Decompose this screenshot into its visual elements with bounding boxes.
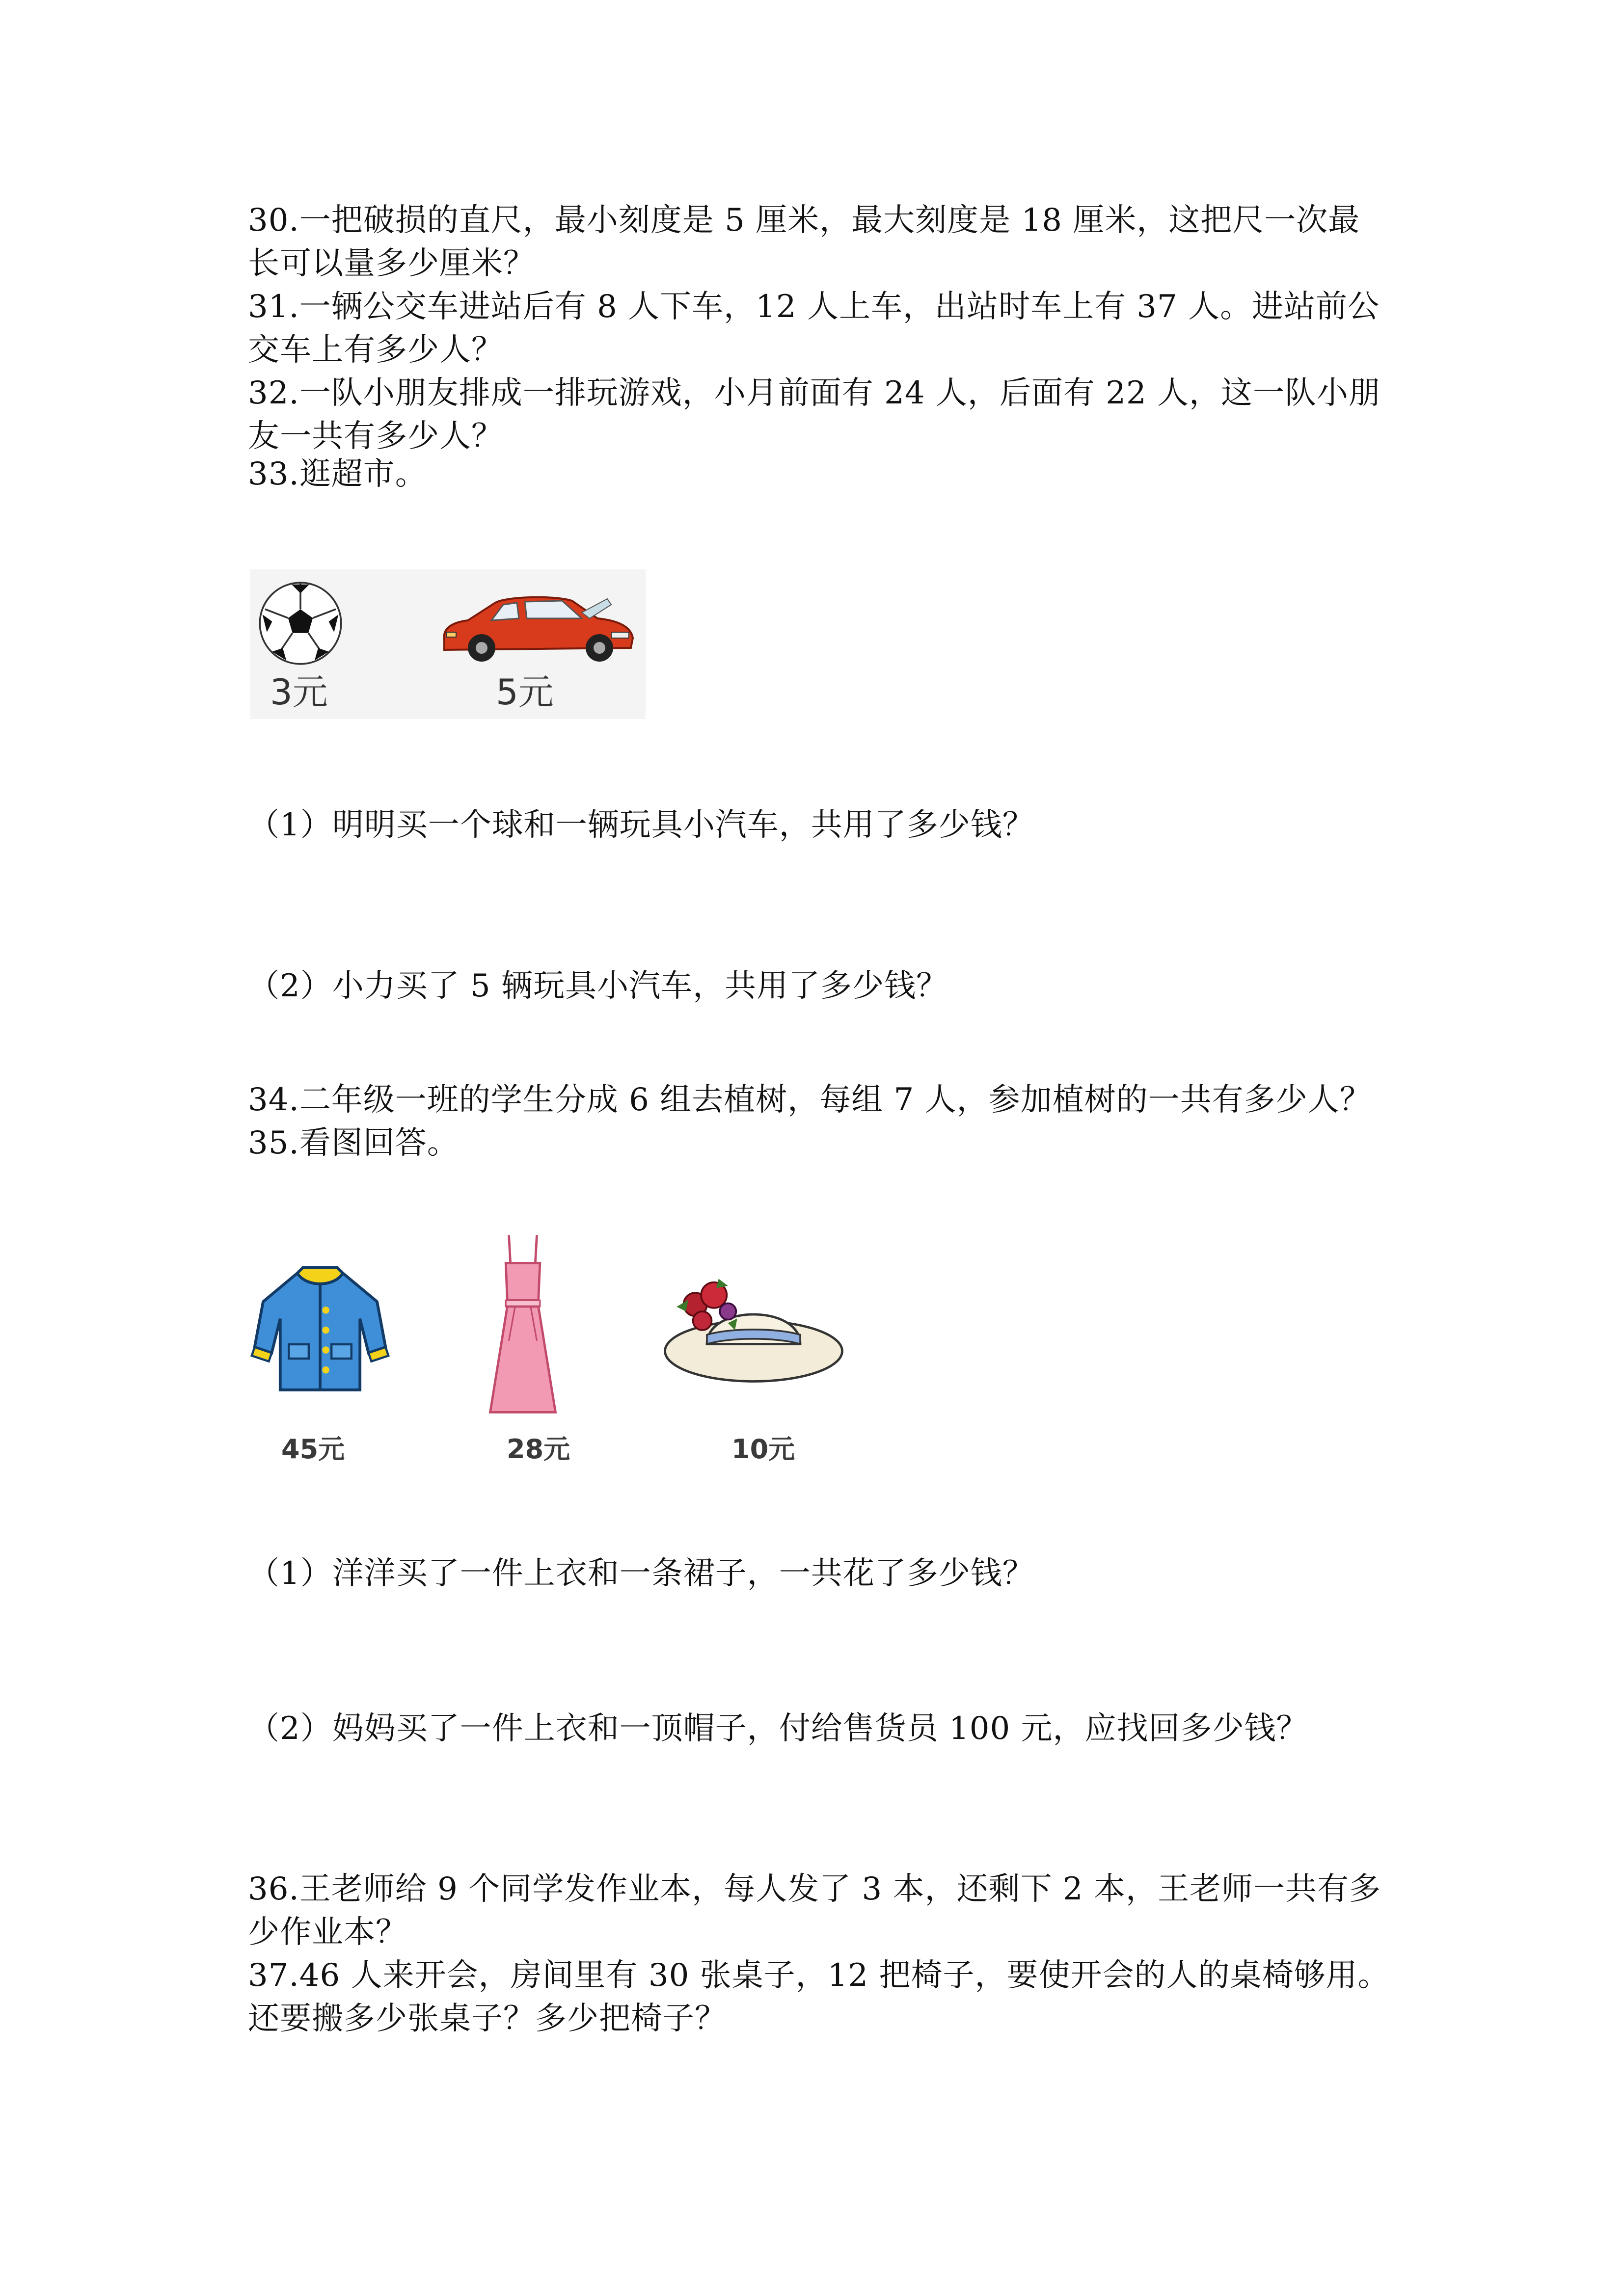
hat-icon <box>660 1271 847 1389</box>
q33-sub1: （1）明明买一个球和一辆玩具小汽车，共用了多少钱？ <box>248 807 1034 843</box>
q36-line1: 36.王老师给 9 个同学发作业本，每人发了 3 本，还剩下 2 本，王老师一共有多 <box>248 1871 1381 1907</box>
toy-car-icon <box>434 579 641 667</box>
toy-car-price: 5元 <box>496 671 554 713</box>
q35-figure <box>248 1232 862 1482</box>
q33-sub2: （2）小力买了 5 辆玩具小汽车，共用了多少钱？ <box>248 968 948 1004</box>
hat-price: 10元 <box>731 1434 795 1465</box>
soccer-ball-icon <box>256 579 345 667</box>
q33-figure <box>250 569 646 719</box>
coat-price: 45元 <box>281 1434 345 1465</box>
dress-icon <box>484 1232 562 1418</box>
q36-line2: 少作业本？ <box>248 1914 407 1950</box>
q32-line2: 友一共有多少人？ <box>248 418 503 454</box>
q30-line1: 30.一把破损的直尺，最小刻度是 5 厘米，最大刻度是 18 厘米，这把尺一次最 <box>248 202 1360 239</box>
coat-icon <box>249 1256 391 1404</box>
q35-sub2: （2）妈妈买了一件上衣和一顶帽子，付给售货员 100 元，应找回多少钱？ <box>248 1710 1308 1747</box>
q31-line2: 交车上有多少人？ <box>248 332 503 368</box>
q30-line2: 长可以量多少厘米？ <box>248 245 535 282</box>
q32-line1: 32.一队小朋友排成一排玩游戏，小月前面有 24 人，后面有 22 人，这一队小朋 <box>248 375 1381 411</box>
q35-title: 35.看图回答。 <box>248 1125 459 1161</box>
q35-sub1: （1）洋洋买了一件上衣和一条裙子，一共花了多少钱？ <box>248 1555 1034 1592</box>
q31-line1: 31.一辆公交车进站后有 8 人下车，12 人上车，出站时车上有 37 人。进站前公 <box>248 289 1380 325</box>
q34-line1: 34.二年级一班的学生分成 6 组去植树，每组 7 人，参加植树的一共有多少人？ <box>248 1082 1372 1118</box>
soccer-ball-price: 3元 <box>270 671 328 713</box>
q37-line1: 37.46 人来开会，房间里有 30 张桌子，12 把椅子，要使开会的人的桌椅够用。 <box>248 1957 1390 1994</box>
q37-line2: 还要搬多少张桌子？多少把椅子？ <box>248 2001 727 2037</box>
q33-title: 33.逛超市。 <box>248 456 427 492</box>
dress-price: 28元 <box>507 1434 570 1465</box>
